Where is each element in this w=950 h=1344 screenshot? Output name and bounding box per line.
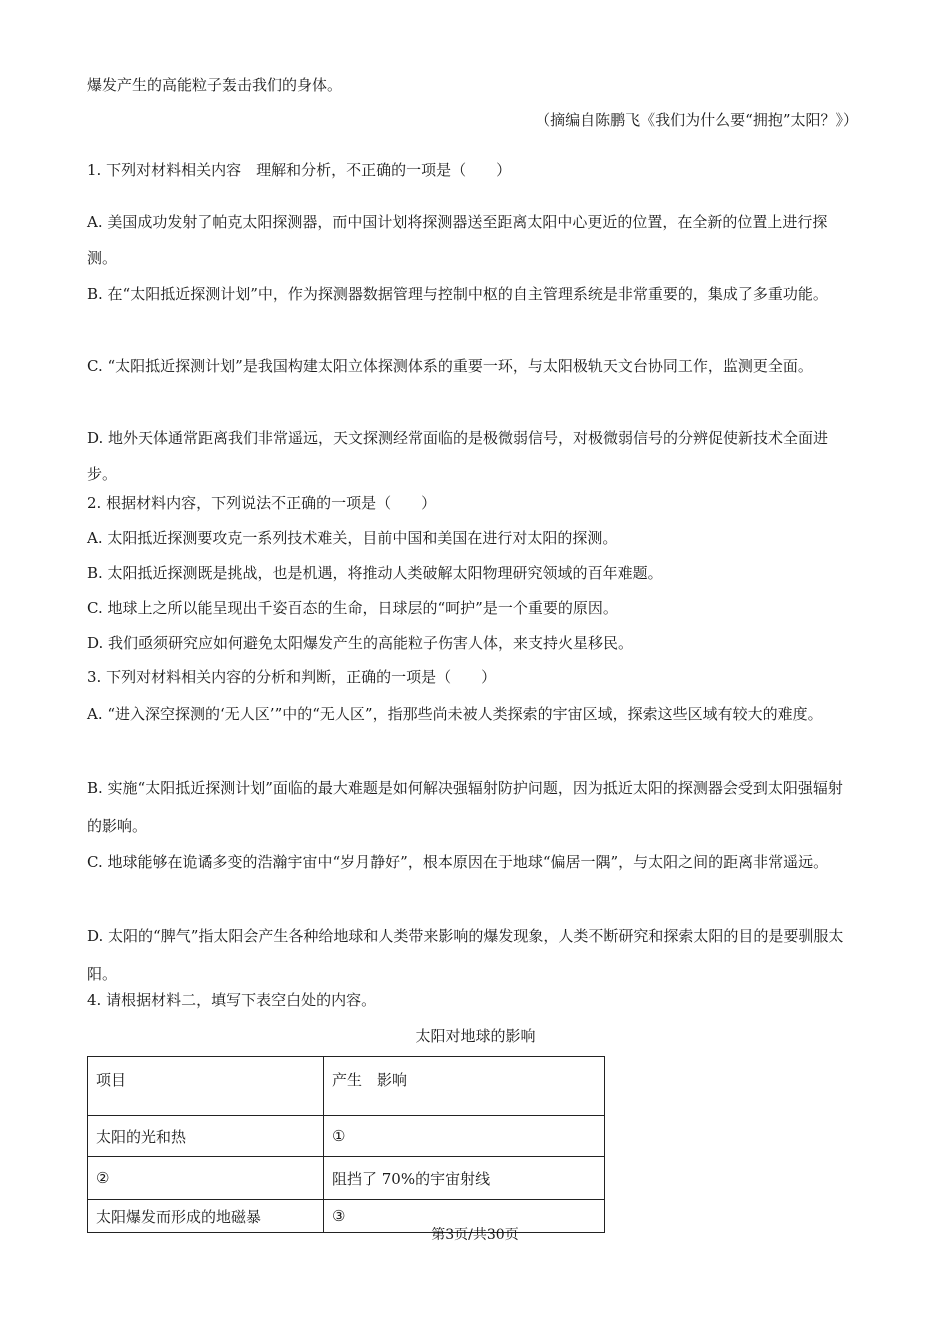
source-citation: （摘编自陈鹏飞《我们为什么要“拥抱”太阳？》）	[535, 111, 858, 129]
table-cell: 阻挡了 70%的宇宙射线	[324, 1157, 605, 1200]
page-number: 第3页/共30页	[431, 1227, 519, 1243]
question-3-stem: 3. 下列对材料相关内容的分析和判断，正确的一项是（ ）	[87, 668, 497, 686]
table-cell: 太阳的光和热	[88, 1116, 324, 1157]
table-cell-blank-3: ③	[324, 1200, 605, 1233]
question-1-stem: 1. 下列对材料相关内容 理解和分析，不正确的一项是（ ）	[87, 161, 512, 179]
question-1-option-d: D. 地外天体通常距离我们非常遥远，天文探测经常面临的是极微弱信号，对极微弱信号的分辨促使新技术全面进步。	[87, 429, 829, 483]
table-cell-blank-1: ①	[324, 1116, 605, 1157]
table-cell: 太阳爆发而形成的地磁暴	[88, 1200, 324, 1233]
question-2-option-d: D. 我们亟须研究应如何避免太阳爆发产生的高能粒子伤害人体，来支持火星移民。	[87, 634, 634, 652]
table-row	[88, 1157, 605, 1200]
question-3-option-b: B. 实施“太阳抵近探测计划”面临的最大难题是如何解决强辐射防护问题，因为抵近太阳的探测器会受到太阳强辐射的影响。	[87, 779, 843, 835]
question-1-option-b: B. 在“太阳抵近探测计划”中，作为探测器数据管理与控制中枢的自主管理系统是非常重要的，集成了多重功能。	[87, 285, 828, 303]
question-1-option-a: A. 美国成功发射了帕克太阳探测器，而中国计划将探测器送至距离太阳中心更近的位置，在全新的位置上进行探测。	[87, 213, 828, 267]
question-3-option-c: C. 地球能够在诡谲多变的浩瀚宇宙中“岁月静好”，根本原因在于地球“偏居一隅”，与太阳之间的距离非常遥远。	[87, 853, 829, 871]
sun-effects-table	[87, 1056, 605, 1233]
question-2-stem: 2. 根据材料内容，下列说法不正确的一项是（ ）	[87, 494, 437, 512]
question-4-stem: 4. 请根据材料二，填写下表空白处的内容。	[87, 991, 377, 1009]
question-2-option-b: B. 太阳抵近探测既是挑战，也是机遇，将推动人类破解太阳物理研究领域的百年难题。	[87, 564, 663, 582]
question-2-option-c: C. 地球上之所以能呈现出千姿百态的生命，日球层的“呵护”是一个重要的原因。	[87, 599, 618, 617]
table-row	[88, 1116, 605, 1157]
table-cell-blank-2: ②	[88, 1157, 324, 1200]
passage-tail: 爆发产生的高能粒子轰击我们的身体。	[87, 76, 343, 94]
table-caption: 太阳对地球的影响	[415, 1027, 536, 1045]
question-1-option-c: C. “太阳抵近探测计划”是我国构建太阳立体探测体系的重要一环，与太阳极轨天文台协同工作，监测更全面。	[87, 357, 813, 375]
question-3-option-a: A. “进入深空探测的‘无人区’”中的“无人区”，指那些尚未被人类探索的宇宙区域，探索这些区域有较大的难度。	[87, 705, 823, 723]
table-header-item: 项目	[88, 1057, 324, 1116]
question-3-option-d: D. 太阳的“脾气”指太阳会产生各种给地球和人类带来影响的爆发现象，人类不断研究和探索太阳的目的是要驯服太阳。	[87, 927, 844, 983]
table-header-effect: 产生 影响	[324, 1057, 605, 1116]
question-2-option-a: A. 太阳抵近探测要攻克一系列技术难关，目前中国和美国在进行对太阳的探测。	[87, 529, 618, 547]
table-header-row	[88, 1057, 605, 1116]
